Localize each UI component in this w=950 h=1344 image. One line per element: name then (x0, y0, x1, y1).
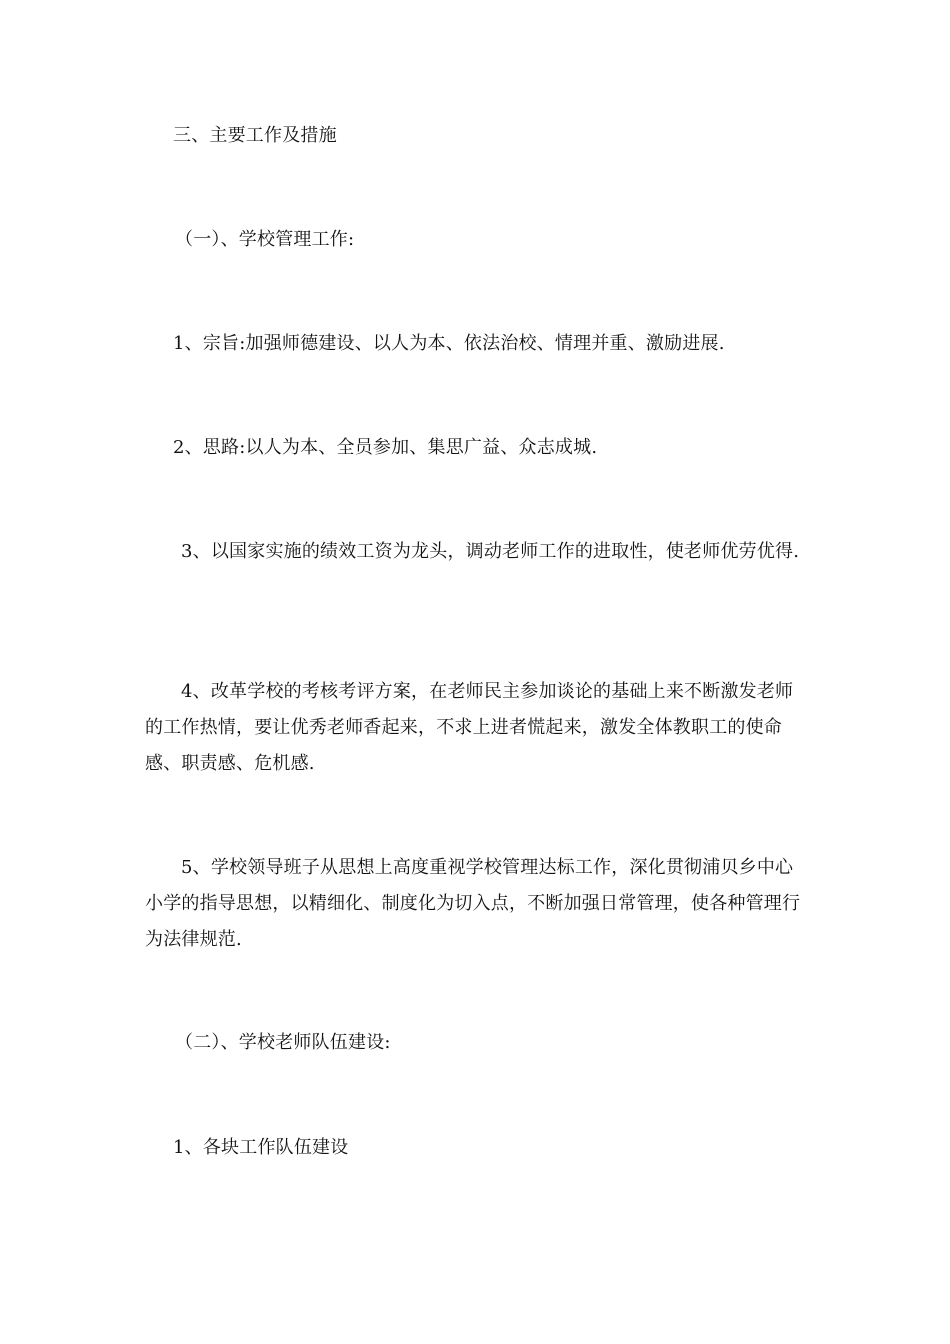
subsection-heading-school-management: （一）、学校管理工作: (175, 229, 355, 250)
paragraph-item-2-approach: 2、思路:以人为本、全员参加、集思广益、众志成城. (173, 437, 598, 458)
paragraph-item-1-purpose: 1、宗旨:加强师德建设、以人为本、依法治校、情理并重、激励进展. (173, 333, 725, 354)
paragraph-item-5-leadership: 5、学校领导班子从思想上高度重视学校管理达标工作，深化贯彻浦贝乡中心小学的指导思想，以精细化、制度化为切入点，不断加强日常管理，使各种管理行为法律规范. (145, 857, 801, 950)
subsection-heading-teacher-team: （二）、学校老师队伍建设: (175, 1032, 391, 1053)
paragraph-item-1-team-building: 1、各块工作队伍建设 (173, 1137, 349, 1158)
paragraph-item-3-performance-pay: 3、以国家实施的绩效工资为龙头，调动老师工作的进取性，使老师优劳优得. (181, 541, 800, 562)
section-heading: 三、主要工作及措施 (173, 125, 337, 146)
paragraph-item-4-evaluation-reform: 4、改革学校的考核考评方案，在老师民主参加谈论的基础上来不断激发老师的工作热情，要让优秀老师香起来，不求上进者慌起来，激发全体教职工的使命感、职责感、危机感. (145, 681, 794, 774)
